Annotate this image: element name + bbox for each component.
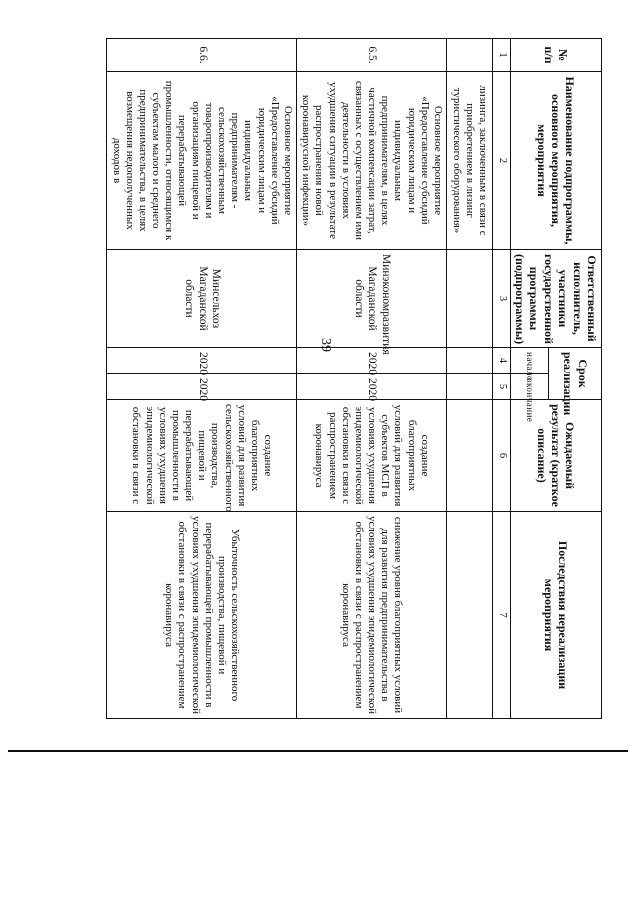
column-number: 2 bbox=[493, 72, 511, 250]
header-row bbox=[549, 39, 602, 719]
row-consequences: снижение уровня благоприятных условий для развития предпринимательства в условиях ухудшения эпидемиологической обстановки в связи с распространением коронавируса bbox=[297, 512, 447, 719]
header-result: Ожидаемый результат (краткое описание) bbox=[510, 400, 601, 512]
row-start: 2020 bbox=[297, 348, 447, 374]
column-numbers-row bbox=[493, 39, 511, 719]
row-consequences: Убыточность сельскохозяйственного производства, пищевой и перерабатывающей промышленности в условиях ухудшения эпидемиологической обстановки в связи с распространением коронавируса bbox=[107, 512, 297, 719]
row-no bbox=[447, 39, 493, 72]
row-end bbox=[447, 374, 493, 400]
row-result: создание благоприятных условий для развития субъектов МСП в условиях ухудшения эпидемиологической обстановки в связи с распространением коронавируса bbox=[297, 400, 447, 512]
table-row bbox=[297, 39, 447, 719]
header-start: начало bbox=[510, 348, 549, 374]
row-start bbox=[447, 348, 493, 374]
column-number: 1 bbox=[493, 39, 511, 72]
column-number: 4 bbox=[493, 348, 511, 374]
row-name: лизинга, заключенным в связи с приобретением в лизинг туристического оборудования» bbox=[447, 72, 493, 250]
row-executor bbox=[447, 250, 493, 348]
header-executor: Ответственный исполнитель, участники государственной программы (подпрограммы) bbox=[510, 250, 601, 348]
table-row bbox=[107, 39, 297, 719]
program-measures-table bbox=[106, 38, 602, 719]
header-name: Наименование подпрограммы, основного мероприятия, мероприятия bbox=[510, 72, 601, 250]
row-executor: Минсельхоз Магаданской области bbox=[107, 250, 297, 348]
row-no: 6.6. bbox=[107, 39, 297, 72]
table-row bbox=[447, 39, 493, 719]
row-start: 2020 bbox=[107, 348, 297, 374]
row-name: Основное мероприятие «Предоставление субсидий юридическим лицам и индивидуальным предпринимателям - сельскохозяйственным товаропроизводителям и организациям пищевой и перерабатывающей промышленности, относящимся к субъектам малого и среднего предпринимательства, в целях возмещения недополученных доходов в bbox=[107, 72, 297, 250]
rotated-table bbox=[110, 38, 602, 718]
column-number: 6 bbox=[493, 400, 511, 512]
row-result: создание благоприятных условий для развития сельскохозяйственного производства, пищевой и перерабатывающей промышленности в условиях ухудшения эпидемиологической обстановки в связи с bbox=[107, 400, 297, 512]
row-executor: Минэкономразвития Магаданской области bbox=[297, 250, 447, 348]
column-number: 5 bbox=[493, 374, 511, 400]
header-term: Срок реализации bbox=[549, 348, 602, 400]
row-end: 2020 bbox=[107, 374, 297, 400]
row-name: Основное мероприятие «Предоставление субсидий юридическим лицам и индивидуальным предпринимателям, в целях частичной компенсации затрат, связанных с осуществлением ими деятельности в условиях ухудшения ситуации в результате распространения новой коронавирусной инфекции» bbox=[297, 72, 447, 250]
header-consequences: Последствия нереализации мероприятия bbox=[510, 512, 601, 719]
page-number-text: 39 bbox=[318, 338, 333, 352]
row-consequences bbox=[447, 512, 493, 719]
header-no: № п/п bbox=[510, 39, 601, 72]
column-number: 7 bbox=[493, 512, 511, 719]
row-result bbox=[447, 400, 493, 512]
row-end: 2020 bbox=[297, 374, 447, 400]
page-bottom-rule bbox=[8, 750, 628, 752]
rotated-table-container bbox=[110, 38, 602, 718]
column-number: 3 bbox=[493, 250, 511, 348]
row-no: 6.5. bbox=[297, 39, 447, 72]
header-end: окончание bbox=[510, 374, 549, 400]
